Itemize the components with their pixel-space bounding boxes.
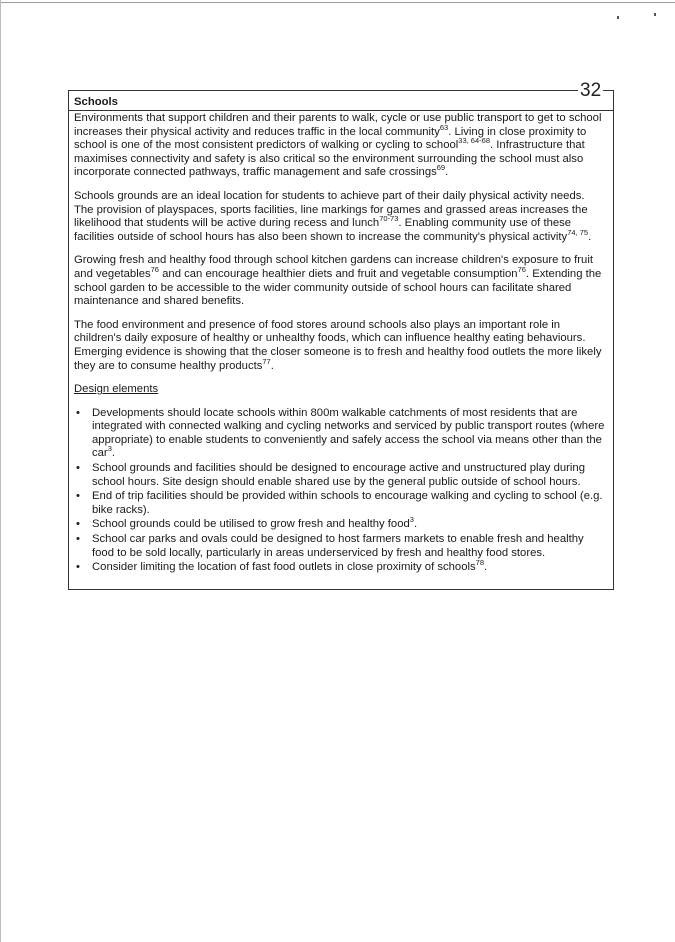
page-top-rule (0, 2, 675, 3)
body-paragraphs (74, 112, 605, 373)
design-element-item: • Consider limiting the location of fast food outlets in close proximity of schools$^{78}$. (76, 558, 488, 574)
citation-superscript: 76 (150, 264, 159, 274)
citation-superscript: 3 (409, 515, 414, 525)
citation-superscript: 70-73 (379, 214, 399, 224)
design-element-item: • End of trip facilities should be provided within schools to encourage walking and cycling to school (e.g. bike racks). (76, 490, 603, 516)
body-paragraph-4: The food environment and presence of food stores around schools also plays an important role in children's daily exposure of healthy or unhealthy foods, which can influence healthy eating behaviours. Emerging evidence is showing that the closer someone is to fresh and healthy food outlets the more likely they are to consume healthy products$^{77}$. (74, 318, 602, 372)
citation-superscript: 69 (436, 163, 446, 173)
bullet-icon: • (76, 462, 80, 475)
body-paragraph-3: Growing fresh and healthy food through school kitchen gardens can increase children's exposure to fruit and vegetables$^{76}$ and can encourage healthier diets and fruit and vegetable consumption$^{76}$. Extending the school garden to be accessible to the wider community outside of school hours can facilitate shared maintenance and shared benefits. (74, 254, 602, 308)
citation-superscript: 78 (475, 558, 484, 568)
bullet-icon: • (76, 533, 80, 546)
scan-speck (617, 16, 619, 19)
citation-superscript: 77 (262, 356, 271, 366)
design-element-item: • School grounds could be utilised to grow fresh and healthy food$^3$. (76, 515, 418, 531)
body-paragraph-2: Schools grounds are an ideal location for students to achieve part of their daily physical activity needs. The provision of playspaces, sports facilities, line markings for games and grassed areas increases the likelihood that students will be active during recess and lunch$^{70-73}$. Enabling community use of these facilities outside of school hours has also been shown to increase the community's physical activity$^{74, 75}$. (74, 189, 592, 243)
section-content (69, 111, 613, 575)
bullet-icon: • (76, 490, 80, 503)
citation-superscript: 63 (439, 122, 449, 132)
design-element-item: • School car parks and ovals could be designed to host farmers markets to enable fresh and healthy food to be sold locally, particularly in areas underserviced by fresh and healthy food stores. (76, 533, 584, 559)
page-left-rule (0, 0, 1, 942)
bullet-icon: • (76, 518, 80, 531)
design-element-item: • Developments should locate schools within 800m walkable catchments of most residents that are integrated with connected walking and cycling networks and serviced by public transport routes (where appropriate) to enable students to conveniently and safely access the school via means other than the car$^3$. (76, 406, 605, 460)
page-number: 32 (580, 80, 602, 101)
bullet-icon: • (76, 406, 80, 419)
citation-superscript: 74, 75 (567, 227, 589, 237)
citation-superscript: 76 (517, 264, 526, 274)
design-elements-heading: Design elements (74, 383, 159, 396)
design-elements-list (74, 407, 605, 575)
body-paragraph-1: Environments that support children and their parents to walk, cycle or use public transport to get to school increases their physical activity and reduces traffic in the local community$^{63}$. Living in close proximity to school is one of the most consistent predictors of walking or cycling to school$^{33, 64-68}$. Infrastructure that maximises connectivity and safety is also critical so the environment surrounding the school must also incorporate connected pathways, traffic management and safe crossings$^{69}$. (74, 112, 602, 179)
scan-speck (654, 13, 656, 16)
section-title: Schools (69, 91, 613, 111)
citation-superscript: 33, 64-68 (458, 136, 490, 146)
citation-superscript: 3 (107, 444, 112, 454)
schools-section-box (68, 90, 614, 590)
design-element-item: • School grounds and facilities should be designed to encourage active and unstructured play during school hours. Site design should enable shared use by the general public outside of school hours. (76, 462, 585, 488)
bullet-icon: • (76, 561, 80, 574)
